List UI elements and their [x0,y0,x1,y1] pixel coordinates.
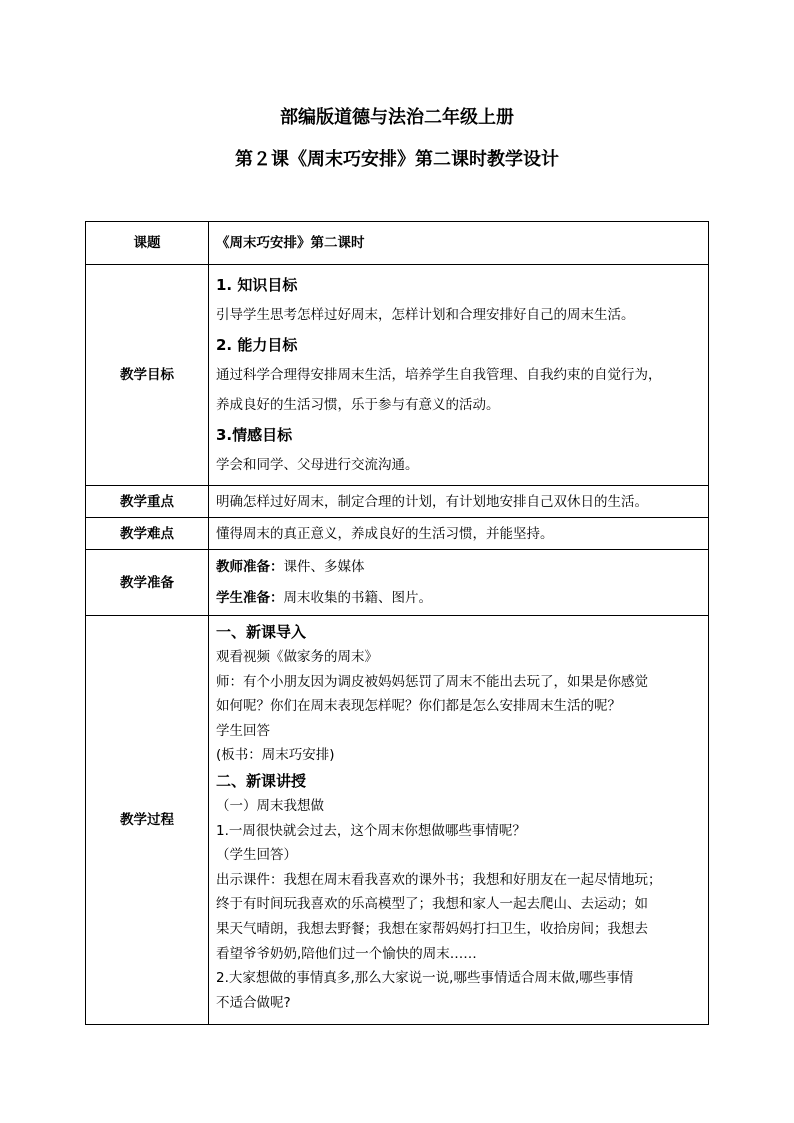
process-line: 出示课件：我想在周末看我喜欢的课外书；我想和好朋友在一起尽情地玩； [216,871,662,888]
student-preparation-value: 周末收集的书籍、图片。 [283,589,432,606]
key-points-label: 教学重点 [86,486,209,518]
goal-text-ability-1: 通过科学合理得安排周末生活，培养学生自我管理、自我约束的自觉行为， [216,367,662,383]
student-preparation [216,583,701,614]
process-line: 终于有时间玩我喜欢的乐高模型了；我想和家人一起去爬山、去运动；如 [216,896,648,913]
table-row-preparation [86,550,709,616]
teacher-preparation [216,552,701,583]
preparation-cell [209,550,709,616]
section-heading-teaching: 二、新课讲授 [216,771,307,790]
process-line: 学生回答 [216,722,270,739]
process-line: 2.大家想做的事情真多,那么大家说一说,哪些事情适合周末做,哪些事情 [216,970,634,987]
preparation-label: 教学准备 [86,550,209,616]
section-heading-intro: 一、新课导入 [216,623,307,641]
teacher-preparation-label: 教师准备： [216,558,284,575]
process-line: 1.一周很快就会过去，这个周末你想做哪些事情呢？ [216,822,526,839]
goal-text-emotion: 学会和同学、父母进行交流沟通。 [216,457,419,473]
process-line: 看望爷爷奶奶,陪他们过一个愉快的周末…… [216,945,477,962]
goals-label: 教学目标 [86,265,209,486]
goals-cell [209,265,709,486]
key-points-value: 明确怎样过好周末，制定合理的计划，有计划地安排自己双休日的生活。 [209,486,709,518]
table-row-key-points [86,486,709,518]
difficulties-label: 教学难点 [86,518,209,550]
process-line: （学生回答） [216,847,297,864]
process-line: 果天气晴朗，我想去野餐；我想在家帮妈妈打扫卫生，收拾房间；我想去 [216,920,648,937]
process-line: 不适合做呢? [216,994,291,1011]
table-row-topic [86,222,709,265]
goal-heading-knowledge: 1. 知识目标 [216,276,298,294]
process-cell [209,616,709,1025]
document-subtitle: 第２课《周末巧安排》第二课时教学设计 [235,149,559,170]
goal-text-ability-2: 养成良好的生活习惯，乐于参与有意义的活动。 [216,397,500,413]
table-row-goals [86,265,709,486]
process-line: 如何呢？你们在周末表现怎样呢？你们都是怎么安排周末生活的呢？ [216,698,621,715]
teacher-preparation-value: 课件、多媒体 [283,558,365,575]
goal-text-knowledge: 引导学生思考怎样过好周末，怎样计划和合理安排好自己的周末生活。 [216,307,635,323]
process-line: （一）周末我想做 [216,797,324,814]
table-row-difficulties [86,518,709,550]
student-preparation-label: 学生准备： [216,589,284,606]
process-label: 教学过程 [86,616,209,1025]
document-title: 部编版道德与法治二年级上册 [280,107,514,128]
goal-heading-emotion: 3.情感目标 [216,426,293,444]
process-line: 观看视频《做家务的周末》 [216,649,378,665]
topic-label: 课题 [86,222,209,265]
process-line: 师：有个小朋友因为调皮被妈妈惩罚了周末不能出去玩了，如果是你感觉 [216,673,648,690]
lesson-plan-table [85,221,709,1025]
difficulties-value: 懂得周末的真正意义，养成良好的生活习惯，并能坚持。 [209,518,709,550]
topic-value: 《周末巧安排》第二课时 [209,222,709,265]
table-row-process [86,616,709,1025]
process-line: (板书：周末巧安排) [216,747,335,764]
goal-heading-ability: 2. 能力目标 [216,336,298,354]
